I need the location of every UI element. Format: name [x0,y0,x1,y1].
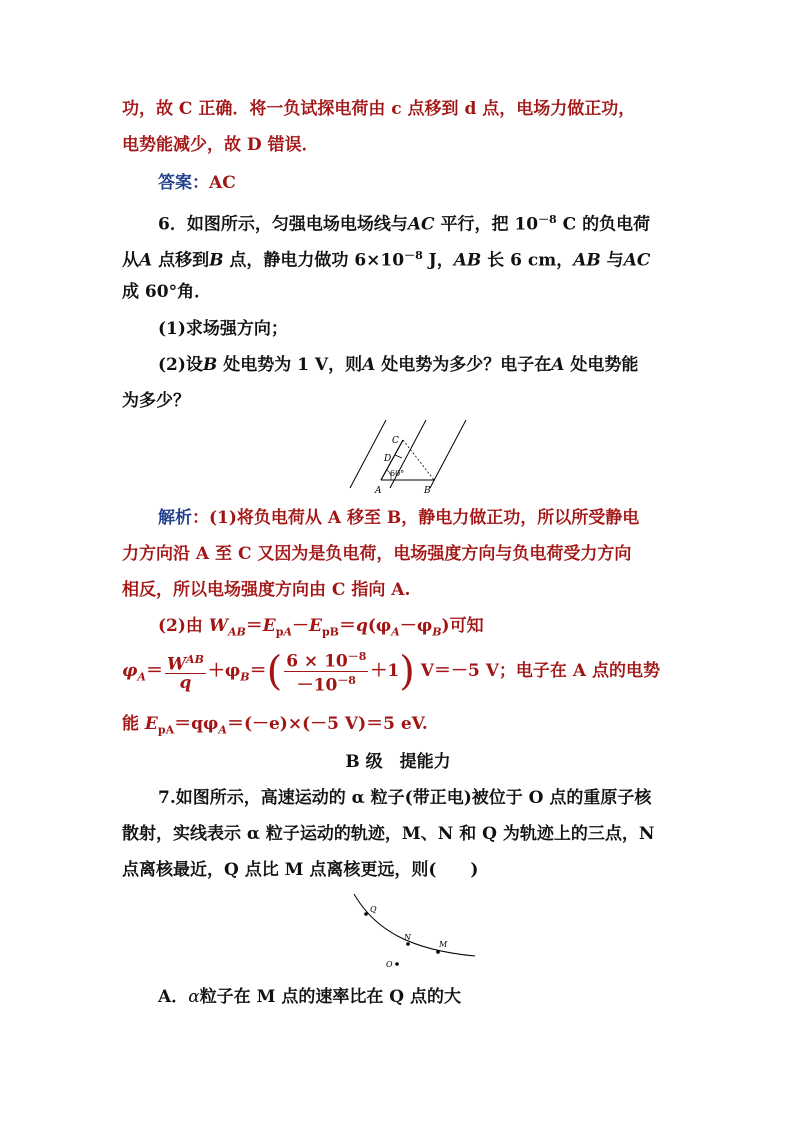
point-m [436,950,440,954]
sol-text: (2)由 [158,616,209,636]
sol-sub: AB [227,625,246,639]
q7-line-2 [122,822,674,846]
q6-text: 与 [600,250,624,271]
q6-var: A [139,250,153,271]
label-c: C [392,436,399,446]
eq-phi: φ [122,661,138,681]
q6-sub2-line-2 [122,389,674,413]
sol-text: ＝(－e)×(－5 V)＝5 eV. [226,714,428,734]
sol-sub: A [283,625,292,639]
q6-solution-equation [122,648,674,694]
q6-text: 长 6 cm， [481,250,574,271]
q6-text: J， [422,250,454,271]
prev-solution-text-1: 功，故 C 正确．将一负试探电荷由 c 点移到 d 点，电场力做正功， [122,99,636,119]
prev-solution-line-1 [122,97,674,121]
q6-sub2-line-1 [158,353,674,377]
sol-var: W [208,616,228,636]
point-n [406,942,410,946]
field-line-3 [430,420,466,488]
q6-text: 成 60°角． [122,282,212,302]
sol-var: E [309,616,322,636]
q6-sub1-text: (1)求场强方向； [158,319,288,339]
q6-var: A [551,355,565,375]
alpha-trajectory [354,894,475,956]
q6-text: 6．如图所示，匀强电场电场线与 [158,214,408,235]
solution-text-2: 力方向沿 A 至 C 又因为是负电荷，电场强度方向与负电荷受力方向 [122,544,632,564]
q7-option-a [158,985,710,1009]
sol-text: (φ [367,616,392,636]
q6-text: 点，静电力做功 6×10 [223,250,405,271]
eq-text: ＋1 [370,661,400,681]
q6-text: 为多少？ [122,391,190,411]
sol-var: E [144,714,158,734]
q6-text: 平行，把 10 [434,214,539,235]
prev-solution-line-2 [122,133,674,157]
q6-exp: －8 [404,249,423,262]
q6-text: 处电势为 1 V，则 [217,355,363,375]
q6-text: 点移到 [152,250,210,271]
q6-sub1 [158,317,674,341]
solution-text-1: ：(1)将负电荷从 A 移至 B，静电力做正功，所以所受静电 [192,508,640,528]
point-o [395,962,399,966]
eq-exp: －8 [337,674,356,687]
q6-var: AC [407,214,435,235]
sol-text: － [292,616,309,636]
q6-var: B [209,250,224,271]
sol-text: ＝ [245,616,263,636]
eq-open-paren: ( [266,648,283,695]
answer-line [158,171,674,195]
eq-text: ＋φ [207,661,241,681]
segment-db [403,440,434,480]
prev-solution-text-2: 电势能减少，故 D 错误． [122,135,319,155]
q7-text-2: 散射，实线表示 α 粒子运动的轨迹，M、N 和 Q 为轨迹上的三点，N [122,824,655,844]
solution-text-3: 相反，所以电场强度方向由 C 指向 A. [122,580,411,600]
q6-text: (2)设 [158,355,203,375]
q6-var: A [362,355,376,375]
field-line-1 [350,420,386,488]
eq-inner-den: －10 [296,675,338,696]
q7-text-3: 点离核最近，Q 点比 M 点离核更远，则( ) [122,860,479,880]
sol-sub: A [218,723,227,737]
eq-fraction-1 [165,651,206,693]
q7-trajectory-figure [340,890,480,972]
eq-den: q [179,673,192,694]
option-a-text: 粒子在 M 点的速率比在 Q 点的大 [199,987,461,1007]
solution-label: 解析 [158,508,192,528]
q6-field-figure [340,418,475,498]
label-o: O [386,960,393,969]
q6-line-2 [122,244,674,273]
q6-text: 处电势为多少？电子在 [375,355,552,375]
eq-fraction-2 [284,648,368,694]
label-d: D [384,454,392,464]
option-a-alpha: α [188,987,200,1007]
q6-var: B [202,355,218,375]
sol-sub: pB [321,625,339,639]
q6-text: C 的负电荷 [556,214,651,235]
q6-line-1 [158,208,674,237]
q6-solution-line-1 [158,506,674,530]
sol-text: 能 [122,714,145,734]
q7-line-1 [158,786,674,810]
eq-inner-num: 6 × 10 [286,652,348,672]
sol-sub: p [275,625,284,639]
sol-sub: B [432,625,442,639]
q7-line-3 [122,858,674,882]
eq-num: W [166,654,187,675]
answer-label: 答案： [158,173,209,193]
eq-sub: B [240,670,250,684]
label-m: M [439,940,448,949]
q6-solution-line-3 [122,578,674,602]
eq-exp: －8 [347,650,367,664]
sol-sub: pA [157,723,175,737]
section-title: B 级 提能力 [345,752,451,772]
q6-solution-line-2 [122,542,674,566]
eq-text: V＝－5 V；电子在 A 点的电势 [414,661,660,681]
q6-text: 从 [122,250,139,271]
q6-exp: －8 [538,213,557,226]
label-angle: 60° [390,469,405,478]
answer-value: AC [209,173,236,193]
q6-text: 处电势能 [564,355,639,375]
eq-sub: A [137,670,146,684]
q6-line-3 [122,280,674,304]
q6-solution-line-6 [122,712,674,742]
label-b: B [424,486,431,496]
point-q [364,912,368,916]
eq-text: ＝ [145,661,163,681]
sol-text: －φ [399,616,433,636]
sol-text: ＝qφ [174,714,219,734]
label-q: Q [370,905,377,914]
q6-var: AB [453,250,482,271]
label-n: N [404,933,411,942]
sol-var: E [262,616,276,636]
sol-text: )可知 [441,616,484,636]
option-a-letter: A． [158,987,189,1007]
eq-close-paren: ) [399,648,415,695]
q7-text-1: 7.如图所示，高速运动的 α 粒子(带正电)被位于 O 点的重原子核 [158,788,652,808]
perp-mark [395,455,402,458]
sol-var: q [355,616,368,636]
section-heading [122,750,674,774]
q6-solution-line-4 [158,614,674,644]
eq-num-sub: AB [186,652,204,666]
eq-text: ＝ [249,661,267,681]
sol-sub: A [391,625,400,639]
label-a: A [375,486,382,496]
q6-var: AB [573,250,601,271]
q6-var: AC [623,250,651,271]
sol-text: ＝ [338,616,356,636]
